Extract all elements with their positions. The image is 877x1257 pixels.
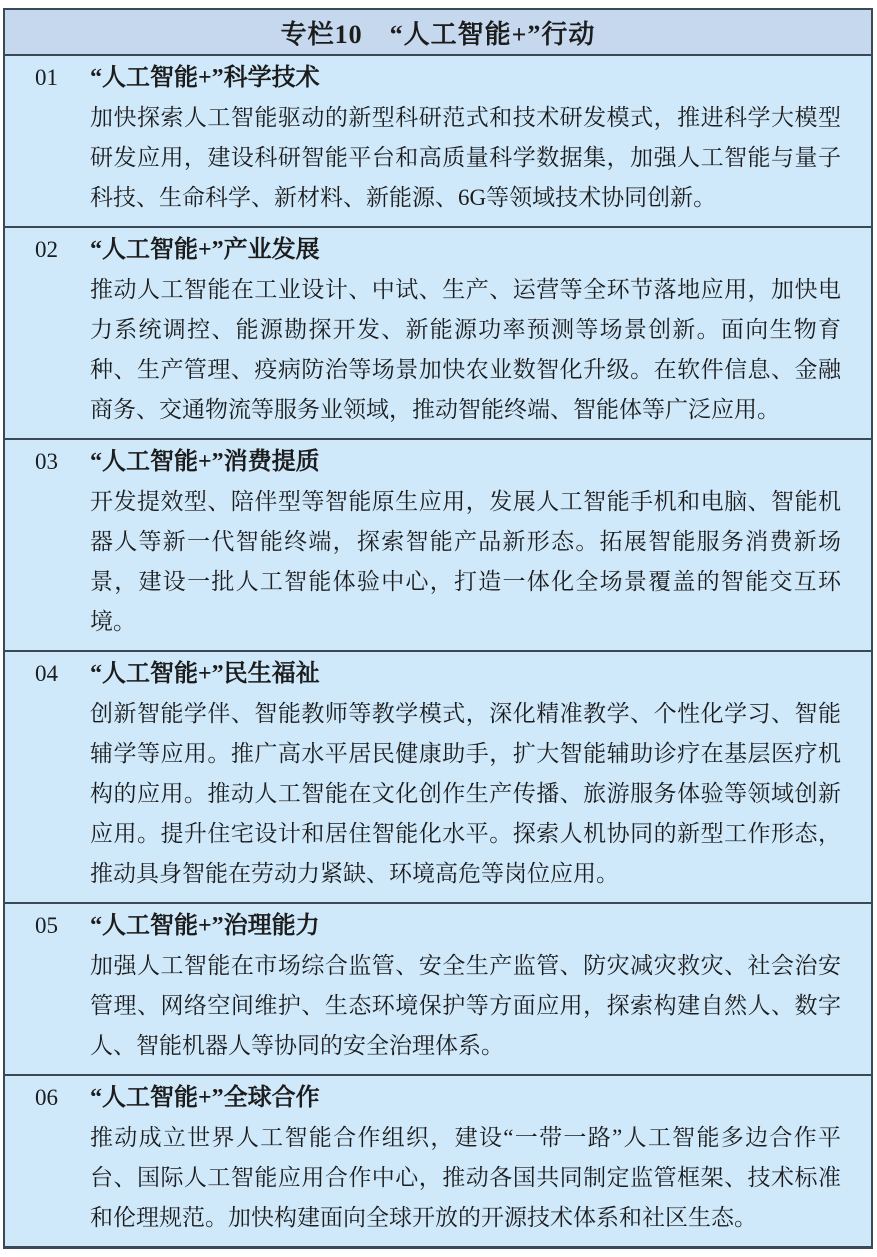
section-science-technology bbox=[5, 56, 871, 228]
section-consumption-quality bbox=[5, 440, 871, 652]
section-number: 06 bbox=[35, 1085, 58, 1110]
panel-header bbox=[5, 10, 871, 56]
section-body-text: 开发提效型、陪伴型等智能原生应用，发展人工智能手机和电脑、智能机器人等新一代智能终端，探索智能产品新形态。拓展智能服务消费新场景，建设一批人工智能体验中心，打造一体化全场景覆盖的智能交互环境。 bbox=[90, 489, 841, 634]
section-body-text: 加快探索人工智能驱动的新型科研范式和技术研发模式，推进科学大模型研发应用，建设科研智能平台和高质量科学数据集，加强人工智能与量子科技、生命科学、新材料、新能源、6G等领域技术协同创新。 bbox=[90, 105, 841, 210]
section-title: “人工智能+”产业发展 bbox=[90, 237, 320, 263]
panel-body bbox=[5, 56, 871, 1246]
section-livelihood-welfare bbox=[5, 652, 871, 904]
section-number: 05 bbox=[35, 913, 58, 938]
section-body-text: 加强人工智能在市场综合监管、安全生产监管、防灾减灾救灾、社会治安管理、网络空间维护、生态环境保护等方面应用，探索构建自然人、数字人、智能机器人等协同的安全治理体系。 bbox=[90, 953, 841, 1058]
section-title: “人工智能+”消费提质 bbox=[90, 449, 320, 475]
ai-plus-action-panel bbox=[3, 8, 873, 1249]
section-body-text: 推动成立世界人工智能合作组织，建设“一带一路”人工智能多边合作平台、国际人工智能应用合作中心，推动各国共同制定监管框架、技术标准和伦理规范。加快构建面向全球开放的开源技术体系和社区生态。 bbox=[90, 1125, 841, 1230]
section-title: “人工智能+”治理能力 bbox=[90, 913, 320, 939]
section-global-cooperation bbox=[5, 1076, 871, 1246]
section-industry-development bbox=[5, 228, 871, 440]
section-body-text: 创新智能学伴、智能教师等教学模式，深化精准教学、个性化学习、智能辅学等应用。推广高水平居民健康助手，扩大智能辅助诊疗在基层医疗机构的应用。推动人工智能在文化创作生产传播、旅游服务体验等领域创新应用。提升住宅设计和居住智能化水平。探索人机协同的新型工作形态，推动具身智能在劳动力紧缺、环境高危等岗位应用。 bbox=[90, 701, 841, 886]
section-number: 02 bbox=[35, 237, 58, 262]
section-title: “人工智能+”全球合作 bbox=[90, 1085, 320, 1111]
section-body-text: 推动人工智能在工业设计、中试、生产、运营等全环节落地应用，加快电力系统调控、能源勘探开发、新能源功率预测等场景创新。面向生物育种、生产管理、疫病防治等场景加快农业数智化升级。在软件信息、金融商务、交通物流等服务业领域，推动智能终端、智能体等广泛应用。 bbox=[90, 277, 841, 422]
section-number: 01 bbox=[35, 65, 58, 90]
panel-title: 专栏10 “人工智能+”行动 bbox=[280, 19, 596, 49]
section-title: “人工智能+”科学技术 bbox=[90, 65, 320, 91]
section-governance-capability bbox=[5, 904, 871, 1076]
section-number: 04 bbox=[35, 661, 58, 686]
section-title: “人工智能+”民生福祉 bbox=[90, 661, 320, 687]
section-number: 03 bbox=[35, 449, 58, 474]
